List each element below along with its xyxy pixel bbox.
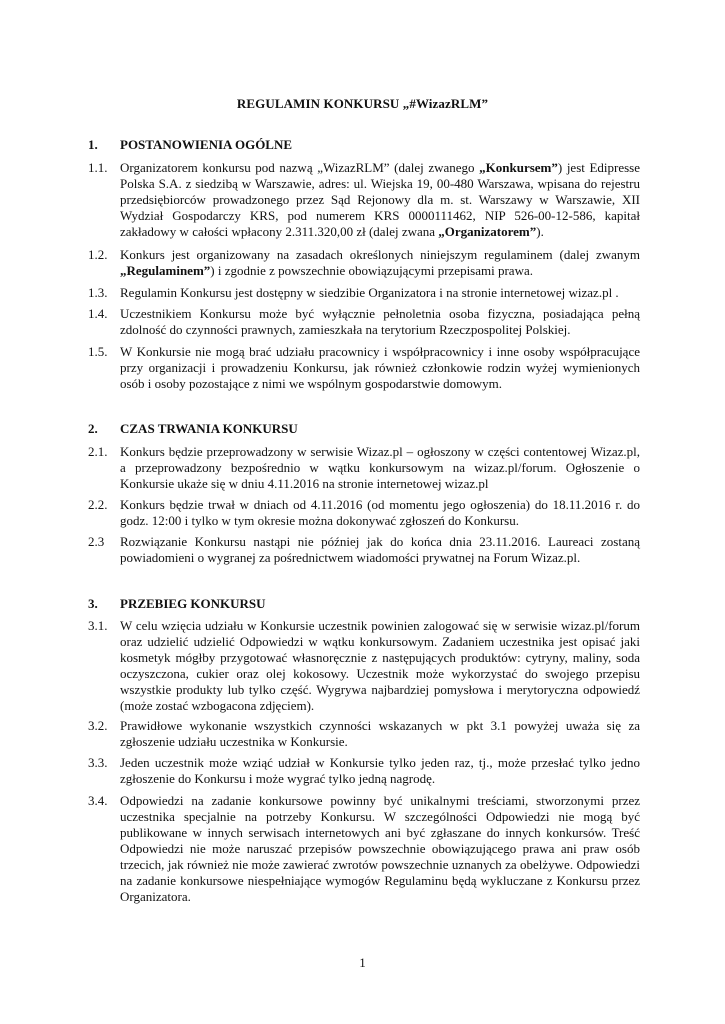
paragraph-text: Konkurs jest organizowany na zasadach określonych niniejszym regulaminem (dalej zwanym „Regulaminem”) i zgodnie z powszechnie obowiązującymi przepisami prawa. — [120, 247, 640, 278]
paragraph-1-2 — [88, 247, 640, 279]
paragraph-text: W celu wzięcia udziału w Konkursie uczestnik powinien zalogować się w serwisie wizaz.pl/forum oraz udzielić udzielić Odpowiedzi w wątku konkursowym. Zadaniem uczestnika jest opisać jaki kosmetyk mógłby przygotować własnoręcznie z następujących produktów: cytryny, maliny, soda oczyszczona, cukier oraz olej kokosowy. Uczestnik może wykorzystać do swojego przepisu wszystkie produkty lub tylko część. Wygrywa najbardziej pomysłowa i merytoryczna odpowiedź (może zostać wzbogacona zdjęciem). — [120, 618, 640, 713]
section-heading-1 — [88, 137, 292, 153]
paragraph-text: Jeden uczestnik może wziąć udział w Konkursie tylko jeden raz, tj., może przesłać tylko jedno zgłoszenie do Konkursu i może wygrać tylko jedną nagrodę. — [120, 755, 640, 786]
paragraph-1-1 — [88, 160, 640, 240]
paragraph-text: Regulamin Konkursu jest dostępny w siedzibie Organizatora i na stronie internetowej wizaz.pl . — [120, 285, 619, 300]
section-heading-3 — [88, 596, 266, 612]
paragraph-2-2 — [88, 497, 640, 529]
paragraph-3-4 — [88, 793, 640, 905]
paragraph-number: 3.4. — [88, 793, 108, 808]
paragraph-number: 3.1. — [88, 618, 108, 633]
paragraph-text: W Konkursie nie mogą brać udziału pracownicy i współpracownicy i inne osoby współpracujące przy organizacji i prowadzeniu Konkursu, jak również członkowie rodzin wyżej wymienionych osób i osoby pozostające z nimi we wspólnym gospodarstwie domowym. — [120, 344, 640, 391]
paragraph-text: Prawidłowe wykonanie wszystkich czynności wskazanych w pkt 3.1 powyżej uważa się za zgłoszenie udziału uczestnika w Konkursie. — [120, 718, 640, 749]
paragraph-1-4 — [88, 306, 640, 338]
document-title: REGULAMIN KONKURSU „#WizazRLM” — [236, 96, 489, 111]
paragraph-text: Rozwiązanie Konkursu nastąpi nie później jak do końca dnia 23.11.2016. Laureaci zostaną powiadomieni o wygranej za pośrednictwem wiadomości prywatnej na Forum Wizaz.pl. — [120, 534, 640, 565]
section-number: 3. — [88, 596, 98, 611]
paragraph-3-2 — [88, 718, 640, 750]
section-title: CZAS TRWANIA KONKURSU — [120, 421, 298, 436]
section-number: 2. — [88, 421, 98, 436]
section-heading-2 — [88, 421, 298, 437]
page-number: 1 — [359, 955, 366, 970]
paragraph-number: 1.2. — [88, 247, 108, 262]
paragraph-number: 2.2. — [88, 497, 108, 512]
paragraph-number: 3.2. — [88, 718, 108, 733]
paragraph-text: Organizatorem konkursu pod nazwą „WizazRLM” (dalej zwanego „Konkursem”) jest Edipresse Polska S.A. z siedzibą w Warszawie, adres: ul. Wiejska 19, 00-480 Warszawa, wpisana do rejestru przedsiębiorców prowadzonego przez Sąd Rejonowy dla m. st. Warszawy w Warszawie, XII Wydział Gospodarczy KRS, pod numerem KRS 0000111462, NIP 526-00-12-586, kapitał zakładowy w całości wpłacony 2.311.320,00 zł (dalej zwana „Organizatorem”). — [120, 160, 640, 239]
paragraph-text: Konkurs będzie przeprowadzony w serwisie Wizaz.pl – ogłoszony w części contentowej Wizaz.pl, a przeprowadzony bezpośrednio w wątku konkursowym na wizaz.pl/forum. Ogłoszenie o Konkursie ukaże się w dniu 4.11.2016 na stronie internetowej wizaz.pl — [120, 444, 640, 491]
paragraph-number: 3.3. — [88, 755, 108, 770]
paragraph-number: 2.1. — [88, 444, 108, 459]
paragraph-text: Uczestnikiem Konkursu może być wyłącznie pełnoletnia osoba fizyczna, posiadająca pełną zdolność do czynności prawnych, zamieszkała na terytorium Rzeczpospolitej Polskiej. — [120, 306, 640, 337]
paragraph-2-3 — [88, 534, 640, 566]
paragraph-3-3 — [88, 755, 640, 787]
paragraph-number: 1.5. — [88, 344, 108, 359]
paragraph-number: 2.3 — [88, 534, 105, 549]
paragraph-number: 1.4. — [88, 306, 108, 321]
section-number: 1. — [88, 137, 98, 152]
paragraph-number: 1.3. — [88, 285, 108, 300]
section-title: PRZEBIEG KONKURSU — [120, 596, 266, 611]
paragraph-text: Konkurs będzie trwał w dniach od 4.11.2016 (od momentu jego ogłoszenia) do 18.11.2016 r. do godz. 12:00 i tylko w tym okresie można dokonywać zgłoszeń do Konkursu. — [120, 497, 640, 528]
section-title: POSTANOWIENIA OGÓLNE — [120, 137, 293, 152]
paragraph-number: 1.1. — [88, 160, 108, 175]
paragraph-2-1 — [88, 444, 640, 492]
paragraph-text: Odpowiedzi na zadanie konkursowe powinny być unikalnymi treściami, stworzonymi przez uczestnika specjalnie na potrzeby Konkursu. W szczególności Odpowiedzi nie mogą być publikowane w innych serwisach internetowych ani być zgłaszane do innych konkursów. Treść Odpowiedzi nie może naruszać przepisów powszechnie obowiązującego prawa ani praw osób trzecich, jak również nie może zawierać zwrotów powszechnie uznanych za obelżywe. Odpowiedzi na zadanie konkursowe niespełniające wymogów Regulaminu będą wykluczane z Konkursu przez Organizatora. — [120, 793, 640, 904]
paragraph-3-1 — [88, 618, 640, 714]
paragraph-1-5 — [88, 344, 640, 392]
paragraph-1-3 — [88, 285, 640, 301]
